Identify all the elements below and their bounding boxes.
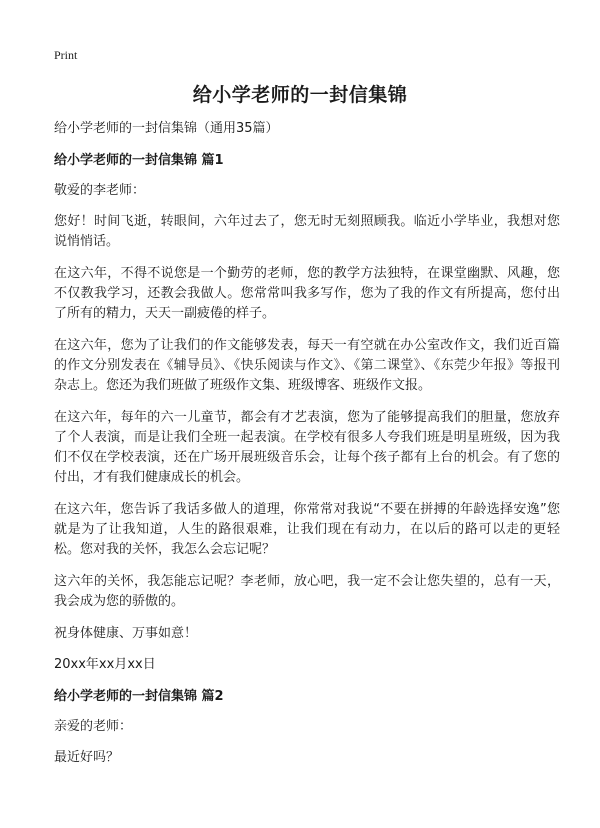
page-title: 给小学老师的一封信集锦 bbox=[192, 84, 408, 106]
document-body bbox=[54, 120, 560, 780]
salutation-1: 敬爱的李老师： bbox=[54, 183, 146, 198]
paragraph: 在这六年，每年的六一儿童节，都会有才艺表演，您为了能够提高我们的胆量，您放弃了个人表演，而是让我们全班一起表演。在学校有很多人夸我们班是明星班级，因为我们不仅在学校表演，还在广场开展班级音乐会，让每个孩子都有上台的机会。有了您的付出，才有我们健康成长的机会。 bbox=[54, 410, 560, 485]
paragraph: 最近好吗？ bbox=[54, 750, 120, 765]
document-subtitle: 给小学老师的一封信集锦（通用35篇） bbox=[54, 121, 279, 136]
paragraph: 您好！时间飞逝，转眼间，六年过去了，您无时无刻照顾我。临近小学毕业，我想对您说悄悄话。 bbox=[54, 214, 560, 249]
letter-date: 20xx年xx月xx日 bbox=[54, 657, 156, 672]
section-heading-2: 给小学老师的一封信集锦 篇2 bbox=[54, 689, 224, 704]
section-heading-1: 给小学老师的一封信集锦 篇1 bbox=[54, 153, 224, 168]
paragraph: 在这六年，您告诉了我话多做人的道理，你常常对我说“不要在拼搏的年龄选择安逸”您就是为了让我知道，人生的路很艰难，让我们现在有动力，在以后的路可以走的更轻松。您对我的关怀，我怎么会忘记呢？ bbox=[54, 502, 560, 557]
print-label: Print bbox=[54, 48, 78, 62]
paragraph: 在这六年，不得不说您是一个勤劳的老师，您的教学方法独特，在课堂幽默、风趣，您不仅教我学习，还教会我做人。您常常叫我多写作，您为了我的作文有所提高，您付出了所有的精力，天天一副疲倦的样子。 bbox=[54, 266, 560, 321]
closing-wish: 祝身体健康、万事如意！ bbox=[54, 626, 198, 641]
paragraph: 在这六年，您为了让我们的作文能够发表，每天一有空就在办公室改作文，我们近百篇的作文分别发表在《辅导员》、《快乐阅读与作文》、《第二课堂》、《东莞少年报》等报刊杂志上。您还为我们班做了班级作文集、班级博客、班级作文报。 bbox=[54, 338, 560, 393]
salutation-2: 亲爱的老师： bbox=[54, 719, 133, 734]
paragraph: 这六年的关怀，我怎能忘记呢？李老师，放心吧，我一定不会让您失望的，总有一天，我会成为您的骄傲的。 bbox=[54, 574, 560, 609]
